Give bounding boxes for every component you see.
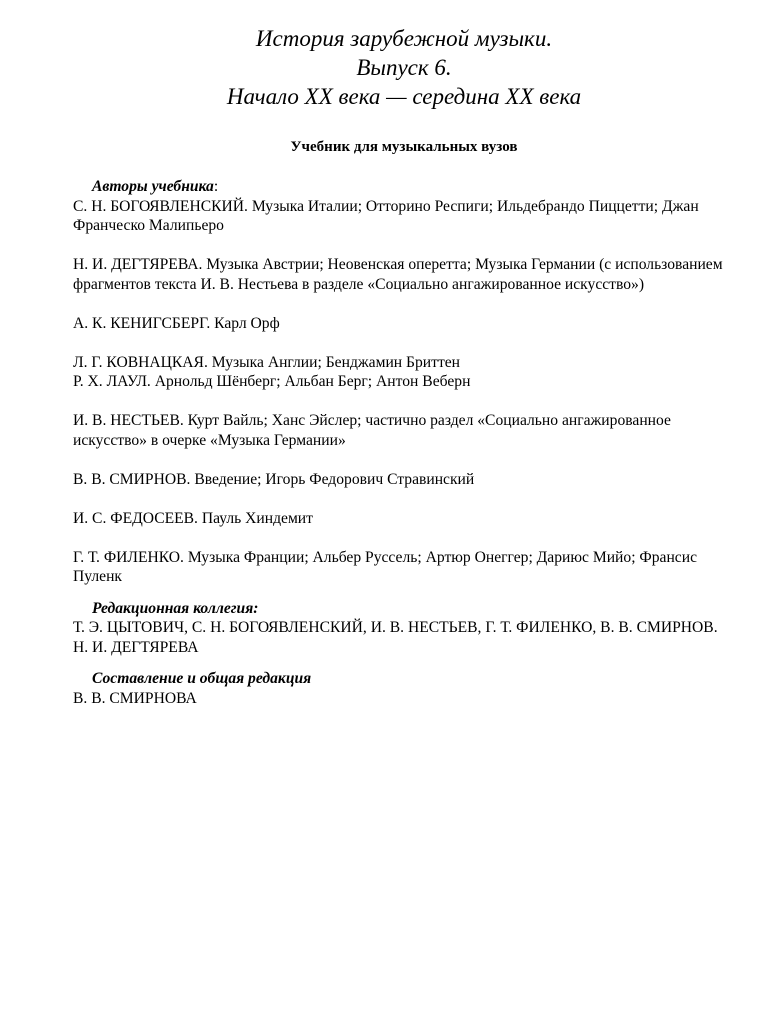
compilation-heading: Составление и общая редакция xyxy=(92,670,312,687)
author-entry-bogoyavlensky: С. Н. БОГОЯВЛЕНСКИЙ. Музыка Италии; Отторино Респиги; Ильдебрандо Пиццетти; Джан Франческо Малипьеро xyxy=(73,197,699,234)
author-entry-degtyareva: Н. И. ДЕГТЯРЕВА. Музыка Австрии; Неовенская оперетта; Музыка Германии (с использованием фрагментов текста И. В. Нестьева в разделе «Социально ангажированное искусство») xyxy=(73,256,723,293)
author-entry-fedoseev: И. С. ФЕДОСЕЕВ. Пауль Хиндемит xyxy=(73,509,313,527)
document-body xyxy=(73,177,723,708)
title-line-2: Выпуск 6. xyxy=(356,55,452,80)
author-entry-laul: Р. Х. ЛАУЛ. Арнольд Шёнберг; Альбан Берг; Антон Веберн xyxy=(73,373,471,390)
editorial-board-text: Т. Э. ЦЫТОВИЧ, С. Н. БОГОЯВЛЕНСКИЙ, И. В. НЕСТЬЕВ, Г. Т. ФИЛЕНКО, В. В. СМИРНОВ. Н. И. ДЕГТЯРЕВА xyxy=(73,619,718,656)
authors-heading-text: Авторы учебника xyxy=(92,178,214,195)
author-entry-kovnatskaya: Л. Г. КОВНАЦКАЯ. Музыка Англии; Бенджамин Бриттен xyxy=(73,353,461,371)
title-line-3: Начало XX века — середина XX века xyxy=(226,84,582,109)
document-subtitle: Учебник для музыкальных вузов xyxy=(290,139,518,155)
author-entry-smirnov: В. В. СМИРНОВ. Введение; Игорь Федорович Стравинский xyxy=(73,470,475,488)
title-line-1: История зарубежной музыки. xyxy=(255,26,553,51)
author-entry-filenko: Г. Т. ФИЛЕНКО. Музыка Франции; Альбер Руссель; Артюр Онеггер; Дариюс Мийо; Франсис Пуленк xyxy=(73,548,697,585)
editorial-board-heading: Редакционная коллегия: xyxy=(92,599,259,617)
author-entry-nestyev: И. В. НЕСТЬЕВ. Курт Вайль; Ханс Эйслер; частично раздел «Социально ангажированное искусство» в очерке «Музыка Германии» xyxy=(73,412,671,449)
compilation-text: В. В. СМИРНОВА xyxy=(73,689,197,707)
author-entry-kenigsberg: А. К. КЕНИГСБЕРГ. Карл Орф xyxy=(73,314,280,332)
authors-heading xyxy=(73,177,723,197)
authors-heading-colon: : xyxy=(213,178,219,195)
document-title xyxy=(0,24,768,111)
